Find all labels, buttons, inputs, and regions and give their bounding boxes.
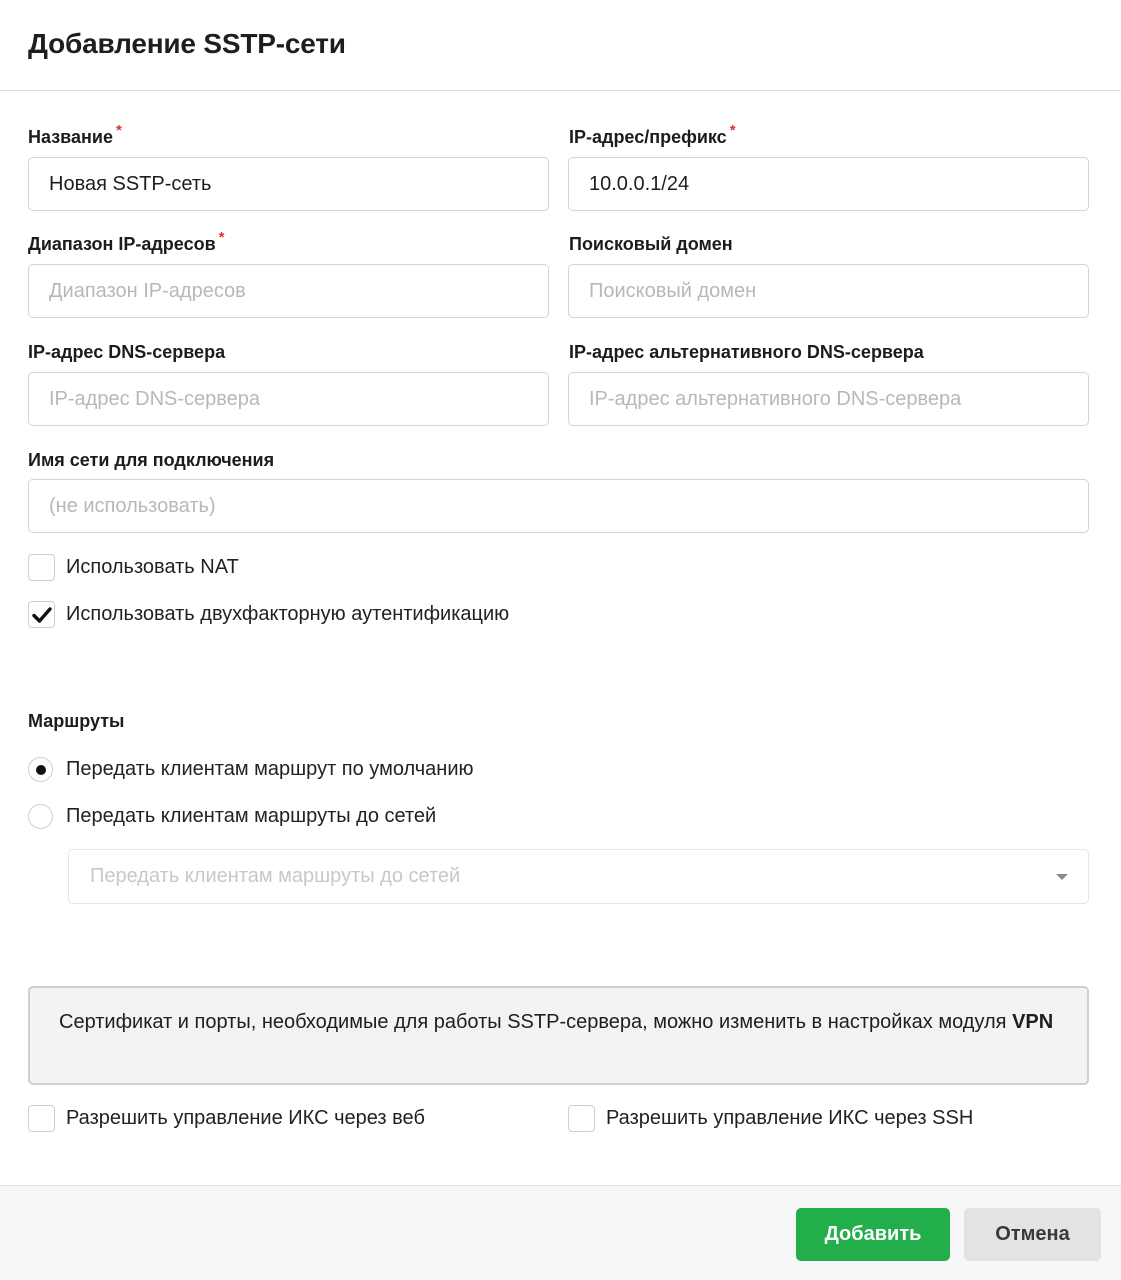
- web-management-checkbox[interactable]: [28, 1105, 55, 1132]
- ssh-management-label: Разрешить управление ИКС через SSH: [606, 1107, 974, 1129]
- ssh-management-checkbox[interactable]: [568, 1105, 595, 1132]
- required-mark: *: [218, 229, 225, 246]
- routes-title: Маршруты: [28, 711, 125, 731]
- network-routes-label: Передать клиентам маршруты до сетей: [66, 805, 437, 827]
- network-routes-radio[interactable]: [28, 804, 53, 829]
- two-factor-checkbox[interactable]: [28, 601, 55, 628]
- name-label: Название *: [28, 122, 122, 147]
- two-factor-label: Использовать двухфакторную аутентификацию: [66, 603, 510, 625]
- networks-select[interactable]: [68, 849, 1089, 904]
- cancel-button[interactable]: Отмена: [964, 1208, 1101, 1261]
- info-text: Сертификат и порты, необходимые для работы SSTP-сервера, можно изменить в настройках модуля: [59, 1011, 1013, 1033]
- ip-prefix-label: IP-адрес/префикс *: [569, 122, 736, 147]
- dns-label: IP-адрес DNS-сервера: [28, 342, 226, 362]
- alt-dns-label: IP-адрес альтернативного DNS-сервера: [569, 342, 924, 362]
- search-domain-input[interactable]: [568, 264, 1089, 318]
- dialog-footer: [0, 1185, 1121, 1280]
- default-route-label: Передать клиентам маршрут по умолчанию: [66, 758, 474, 780]
- default-route-radio[interactable]: [28, 757, 53, 782]
- caret-down-icon: [1056, 874, 1068, 880]
- checkmark-icon: [32, 606, 52, 624]
- dialog-header: [0, 0, 1121, 91]
- ip-range-input[interactable]: [28, 264, 549, 318]
- connection-name-label: Имя сети для подключения: [28, 450, 275, 470]
- use-nat-checkbox[interactable]: [28, 554, 55, 581]
- add-button[interactable]: Добавить: [796, 1208, 950, 1261]
- ip-prefix-input[interactable]: [568, 157, 1089, 211]
- name-input[interactable]: [28, 157, 549, 211]
- web-management-label: Разрешить управление ИКС через веб: [66, 1107, 425, 1129]
- info-notice: [28, 986, 1089, 1085]
- use-nat-label: Использовать NAT: [66, 556, 239, 578]
- connection-name-input[interactable]: [28, 479, 1089, 533]
- dns-input[interactable]: [28, 372, 549, 426]
- ip-range-label: Диапазон IP-адресов *: [28, 229, 225, 254]
- search-domain-label: Поисковый домен: [569, 234, 733, 254]
- alt-dns-input[interactable]: [568, 372, 1089, 426]
- dialog-title: Добавление SSTP-сети: [28, 28, 346, 59]
- networks-select-placeholder: Передать клиентам маршруты до сетей: [90, 865, 461, 887]
- required-mark: *: [729, 122, 736, 139]
- info-vpn-link: VPN: [1012, 1011, 1054, 1033]
- required-mark: *: [115, 122, 122, 139]
